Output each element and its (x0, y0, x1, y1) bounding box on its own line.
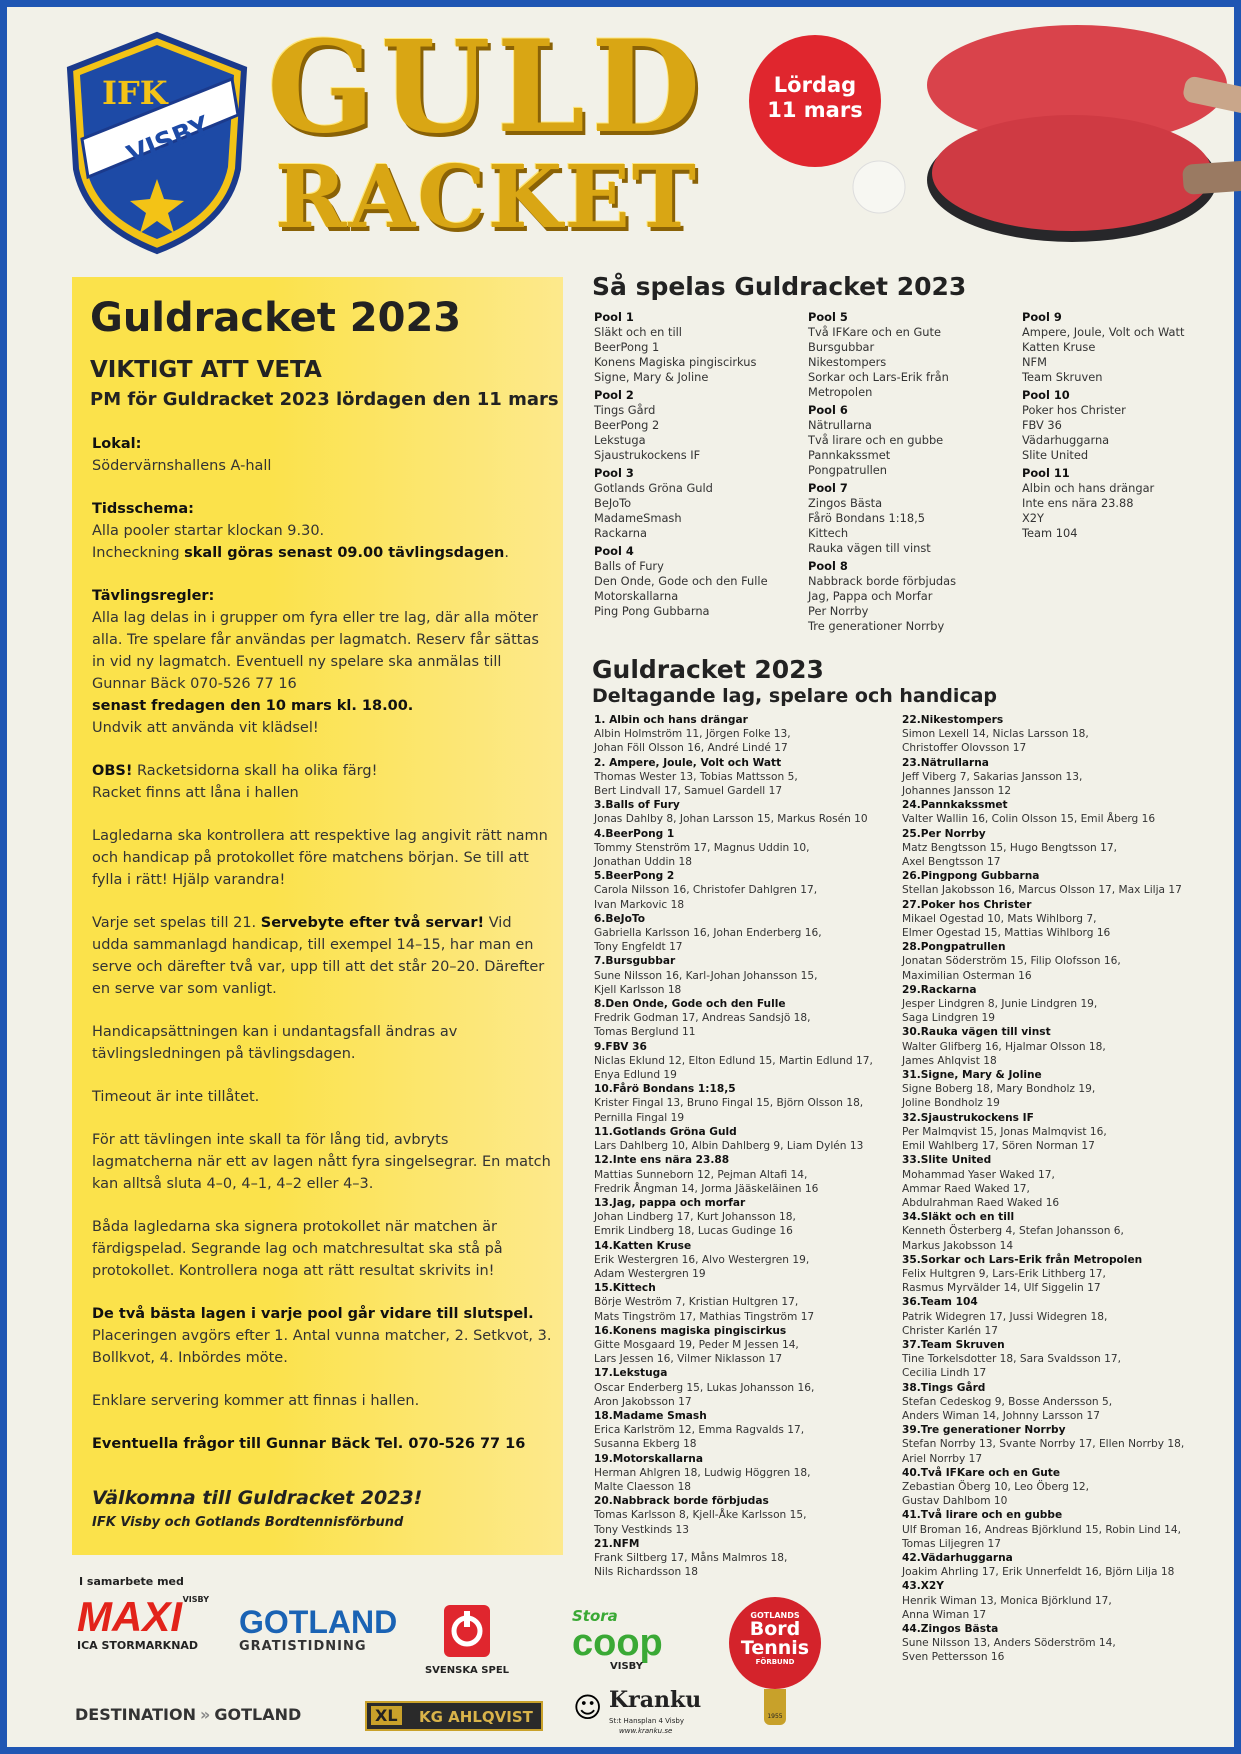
team-name: 29.Rackarna (902, 983, 977, 996)
pool-team: Tre generationer Norrby (808, 619, 945, 633)
team-name: 41.Två lirare och en gubbe (902, 1509, 1063, 1522)
pool-team: Nikestompers (808, 355, 887, 369)
team-players: Johan Föll Olsson 16, André Lindé 17 (594, 742, 788, 755)
team-name: 27.Poker hos Christer (902, 898, 1032, 911)
team-players: Tony Vestkinds 13 (594, 1523, 690, 1536)
pool-team: FBV 36 (1022, 418, 1062, 432)
p-set-a: Varje set spelas till 21. (92, 915, 261, 931)
tid-text2b: skall göras senast 09.00 tävlingsdagen (184, 545, 505, 561)
info-body: Lokal: Södervärnshallens A-hall Tidsschema: Alla pooler startar klockan 9.30. Incheckning skall göras senast 09.00 tävlingsdagen. Tävlingsregler: Alla lag delas in i grupper om fyra eller tre lag, där alla möter alla. Tre spelare får användas per lagmatch. Reserv får sättas in vid ny lagmatch. Eventuell ny spelare ska anmälas till Gunnar Bäck 070-526 77 16 senast fredagen den 10 mars kl. 18.00. Undvik att använda vit klädsel! OBS! Racketsidorna skall ha olika färg! Racket finns att låna i hallen Lagledarna ska kontrollera att respektive lag angivit rätt namn och handicap på protokollet före matchens början. Se till att fylla i rätt! Hjälp varandra! Varje set spelas till 21. Servebyte efter två servar! Vid udda sammanlagd handicap, till exempel 14–15, har man en serve och därefter två var, upp till att det står 20–20. Därefter en serve var som vanligt. Handicapsättningen kan i undantagsfall ändras av tävlingsledningen på tävlingsdagen. Timeout är inte tillåtet. För att tävlingen inte skall ta för lång tid, avbryts lagmatcherna när ett av lagen nått fyra singelsegrar. En match kan alltså sluta 4–0, 4–1, 4–2 eller 4–3. Båda lagledarna ska signera protokollet när matchen är färdigspelad. Segrande lag och matchresultat ska stå på protokollet. Kontrollera noga att rätt resultat skrivits in! De två bästa lagen i varje pool går vidare till slutspel. Placeringen avgörs efter 1. Antal vunna matcher, 2. Setkvot, 3. Bollkvot, 4. Inbördes möte. Enklare servering kommer att finnas i hallen. Eventuella frågor till Gunnar Bäck Tel. 070-526 77 16 (92, 436, 552, 1452)
date-badge (749, 35, 881, 167)
team-players: Jesper Lindgren 8, Junie Lindgren 19, (902, 998, 1098, 1011)
team-players: Saga Lindgren 19 (902, 1012, 996, 1025)
pool-name: Pool 9 (1022, 310, 1062, 324)
team-players: Tomas Karlsson 8, Kjell-Åke Karlsson 15, (594, 1509, 807, 1522)
pool-block (594, 466, 804, 541)
pool-name: Pool 6 (808, 403, 848, 417)
pool-team: NFM (1022, 355, 1047, 369)
team-name: 12.Inte ens nära 23.88 (594, 1154, 730, 1167)
team-name: 8.Den Onde, Gode och den Fulle (594, 998, 786, 1011)
team-players: Tommy Stenström 17, Magnus Uddin 10, (594, 841, 810, 854)
pool-team: Poker hos Christer (1022, 403, 1126, 417)
team-players: Krister Fingal 13, Bruno Fingal 15, Björn Olsson 18, (594, 1097, 864, 1110)
team-players: Stefan Norrby 13, Svante Norrby 17, Ellen Norrby 18, (902, 1438, 1185, 1451)
team-name: 17.Lekstuga (594, 1367, 668, 1380)
tid-text2a: Incheckning (92, 545, 185, 561)
pool-column (1022, 310, 1222, 544)
maxi-top: VISBY (182, 1595, 209, 1604)
p-servering: Enklare servering kommer att finnas i hallen. (92, 1393, 420, 1409)
p-basta-text: Placeringen avgörs efter 1. Antal vunna matcher, 2. Setkvot, 3. Bollkvot, 4. Inbördes möte. (92, 1328, 552, 1366)
team-players: Elmer Ogestad 15, Mattias Wihlborg 16 (902, 927, 1111, 940)
pool-team: X2Y (1022, 511, 1045, 525)
regler-text2: Undvik att använda vit klädsel! (92, 720, 319, 736)
team-players: Axel Bengtsson 17 (902, 856, 1001, 869)
pool-name: Pool 3 (594, 466, 634, 480)
regler-text: Alla lag delas in i grupper om fyra eller tre lag, där alla möter alla. Tre spelare får användas per lagmatch. Reserv får sättas in vid ny lagmatch. Eventuell ny spelare ska anmälas till Gunnar Bäck 070-526 77 16 (92, 610, 539, 692)
dest-text1: DESTINATION (75, 1705, 196, 1724)
pool-team: Zingos Bästa (808, 496, 883, 510)
p-basta-bold: De två bästa lagen i varje pool går vidare till slutspel. (92, 1306, 534, 1322)
p-tid: För att tävlingen inte skall ta för lång tid, avbryts lagmatcherna när ett av lagen nått fyra singelsegrar. En match kan alltså sluta 4–0, 4–1, 4–2 eller 4–3. (92, 1132, 551, 1192)
title-racket: RACKET (275, 147, 698, 248)
pool-team: Inte ens nära 23.88 (1022, 496, 1134, 510)
pool-team: Två lirare och en gubbe (808, 433, 944, 447)
pool-team: Sorkar och Lars-Erik från (808, 370, 949, 384)
pool-team: Team Skruven (1022, 370, 1103, 384)
svenska-spel-logo (417, 1605, 517, 1683)
sponsor-label: I samarbete med (79, 1575, 184, 1588)
team-players: Enya Edlund 19 (594, 1069, 677, 1082)
team-players: Abdulrahman Raed Waked 16 (902, 1196, 1060, 1209)
team-players: Mikael Ogestad 10, Mats Wihlborg 7, (902, 912, 1097, 925)
p-timeout: Timeout är inte tillåtet. (92, 1089, 260, 1105)
team-name: 16.Konens magiska pingiscirkus (594, 1324, 787, 1337)
team-players: Christer Karlén 17 (902, 1324, 998, 1337)
pool-team: Fårö Bondans 1:18,5 (808, 511, 925, 525)
coop-text: coop (572, 1622, 663, 1664)
pool-team: Metropolen (808, 385, 873, 399)
team-name: 13.Jag, pappa och morfar (594, 1196, 746, 1209)
team-name: 5.BeerPong 2 (594, 870, 675, 883)
pool-block (1022, 466, 1222, 541)
p-fragor: Eventuella frågor till Gunnar Bäck Tel. 070-526 77 16 (92, 1436, 526, 1452)
info-pm: PM för Guldracket 2023 lördagen den 11 mars (90, 389, 559, 410)
dest-text2: GOTLAND (214, 1705, 302, 1724)
team-players: Aron Jakobsson 17 (594, 1395, 692, 1408)
tid-text1: Alla pooler startar klockan 9.30. (92, 523, 325, 539)
team-players: Gitte Mosgaard 19, Peder M Jessen 14, (594, 1338, 799, 1351)
kranku-logo (573, 1687, 733, 1747)
pool-name: Pool 1 (594, 310, 634, 324)
obs-text2: Racket finns att låna i hallen (92, 785, 299, 801)
gotland-tidning-logo (239, 1605, 399, 1665)
team-name: 30.Rauka vägen till vinst (902, 1026, 1051, 1039)
pool-name: Pool 4 (594, 544, 634, 558)
lokal-text: Södervärnshallens A-hall (92, 458, 272, 474)
pool-team: Balls of Fury (594, 559, 664, 573)
p-set-c: Vid udda sammanlagd handicap, till exempel 14–15, har man en serve och därefter två var, upp till att det står 20–20. Därefter en serve var som vanligt. (92, 915, 545, 997)
pool-team: Släkt och en till (594, 325, 682, 339)
pool-block (594, 310, 804, 385)
pool-block (808, 481, 1018, 556)
info-box (72, 277, 563, 1555)
team-players: Simon Lexell 14, Niclas Larsson 18, (902, 728, 1089, 741)
team-players: Sune Nilsson 13, Anders Söderström 14, (902, 1637, 1116, 1650)
team-players: Per Malmqvist 15, Jonas Malmqvist 16, (902, 1125, 1107, 1138)
team-players: Anders Wiman 14, Johnny Larsson 17 (902, 1409, 1100, 1422)
pool-team: Gotlands Gröna Guld (594, 481, 713, 495)
pool-team: Katten Kruse (1022, 340, 1096, 354)
team-players: Sven Pettersson 16 (902, 1651, 1005, 1664)
team-players: Cecilia Lindh 17 (902, 1367, 987, 1380)
teams-subtitle: Deltagande lag, spelare och handicap (592, 685, 998, 707)
obs-text: Racketsidorna skall ha olika färg! (132, 763, 378, 779)
regler-bold: senast fredagen den 10 mars kl. 18.00. (92, 698, 414, 714)
p-protokoll: Båda lagledarna ska signera protokollet när matchen är färdigspelad. Segrande lag och matchresultat ska stå på protokollet. Kontrollera noga att rätt resultat skrivits in! (92, 1219, 503, 1279)
team-players: Anna Wiman 17 (902, 1608, 987, 1621)
team-name: 2. Ampere, Joule, Volt och Watt (594, 756, 782, 769)
pool-column (594, 310, 804, 622)
pool-team: Motorskallarna (594, 589, 679, 603)
team-players: Patrik Widegren 17, Jussi Widegren 18, (902, 1310, 1108, 1323)
team-players: Sune Nilsson 16, Karl-Johan Johansson 15, (594, 969, 818, 982)
date-date: 11 mars (767, 98, 863, 122)
schedule-title: Så spelas Guldracket 2023 (592, 272, 967, 301)
team-players: Lars Jessen 16, Vilmer Niklasson 17 (594, 1353, 783, 1366)
team-players: Fredrik Ångman 14, Jorma Jääskeläinen 16 (594, 1182, 819, 1195)
welcome: Välkomna till Guldracket 2023! (92, 1487, 423, 1509)
pool-team: Ampere, Joule, Volt och Watt (1022, 325, 1185, 339)
pool-team: Två IFKare och en Gute (808, 325, 941, 339)
pool-team: BeerPong 1 (594, 340, 660, 354)
team-column (594, 713, 899, 1579)
team-players: Jeff Viberg 7, Sakarias Jansson 13, (902, 770, 1083, 783)
team-name: 28.Pongpatrullen (902, 941, 1006, 954)
team-players: Stellan Jakobsson 16, Marcus Olsson 17, Max Lilja 17 (902, 884, 1182, 897)
pool-team: BeJoTo (594, 496, 632, 510)
team-players: Nils Richardsson 18 (594, 1566, 699, 1579)
pool-block (594, 544, 804, 619)
team-name: 15.Kittech (594, 1282, 656, 1295)
chevron-icon: » (200, 1705, 211, 1724)
team-players: Johannes Jansson 12 (902, 785, 1012, 798)
pool-block (1022, 310, 1222, 385)
pool-team: Bursgubbar (808, 340, 875, 354)
team-name: 4.BeerPong 1 (594, 827, 675, 840)
pool-name: Pool 7 (808, 481, 848, 495)
pool-team: Pannkakssmet (808, 448, 891, 462)
team-players: Kenneth Österberg 4, Stefan Johansson 6, (902, 1225, 1124, 1238)
team-players: Malte Claesson 18 (594, 1480, 692, 1493)
team-players: Börje Weström 7, Kristian Hultgren 17, (594, 1296, 799, 1309)
team-players: Oscar Enderberg 15, Lukas Johansson 16, (594, 1381, 815, 1394)
team-players: Markus Jakobsson 14 (902, 1239, 1014, 1252)
mascot-icon: ☺ (573, 1691, 603, 1724)
team-players: Joline Bondholz 19 (902, 1097, 1000, 1110)
ping-pong-paddles-image (827, 15, 1241, 255)
maxi-text: MAXI (77, 1593, 182, 1640)
pool-team: Den Onde, Gode och den Fulle (594, 574, 768, 588)
team-name: 44.Zingos Bästa (902, 1623, 999, 1635)
team-players: Gabriella Karlsson 16, Johan Enderberg 16, (594, 927, 822, 940)
pool-team: Konens Magiska pingiscirkus (594, 355, 757, 369)
coop-logo (572, 1607, 697, 1679)
pool-team: Signe, Mary & Joline (594, 370, 709, 384)
team-players: Ivan Markovic 18 (594, 898, 685, 911)
team-players: Mohammad Yaser Waked 17, (902, 1168, 1055, 1181)
gotland-sub: GRATISTIDNING (239, 1639, 367, 1654)
team-name: 7.Bursgubbar (594, 955, 676, 968)
coop-sub: VISBY (610, 1661, 643, 1672)
team-players: Johan Lindberg 17, Kurt Johansson 18, (594, 1211, 796, 1224)
team-players: Ariel Norrby 17 (902, 1452, 983, 1465)
team-players: Zebastian Öberg 10, Leo Öberg 12, (902, 1480, 1090, 1493)
pool-team: Slite United (1022, 448, 1089, 462)
team-name: 6.BeJoTo (594, 912, 645, 925)
obs-bold: OBS! (92, 763, 133, 779)
teams-title: Guldracket 2023 (592, 655, 824, 684)
team-players: Bert Lindvall 17, Samuel Gardell 17 (594, 785, 783, 798)
svenska-spel-icon (444, 1605, 490, 1657)
pool-team: Rauka vägen till vinst (808, 541, 931, 555)
team-players: Tine Torkelsdotter 18, Sara Svaldsson 17, (902, 1353, 1121, 1366)
team-name: 22.Nikestompers (902, 714, 1004, 726)
coop-stora: Stora (572, 1607, 618, 1625)
pool-team: Per Norrby (808, 604, 869, 618)
team-players: Mats Tingström 17, Mathias Tingström 17 (594, 1310, 815, 1323)
team-players: Erica Karlström 12, Emma Ragvalds 17, (594, 1424, 805, 1437)
team-players: Adam Westergren 19 (594, 1267, 706, 1280)
team-players: Pernilla Fingal 19 (594, 1111, 685, 1124)
team-players: Christoffer Olovsson 17 (902, 742, 1027, 755)
team-players: Joakim Ahrling 17, Erik Unnerfeldt 16, Björn Lilja 18 (902, 1566, 1175, 1579)
team-players: Tomas Berglund 11 (594, 1026, 696, 1039)
team-players: Carola Nilsson 16, Christofer Dahlgren 17, (594, 884, 818, 897)
maxi-sub: ICA STORMARKNAD (77, 1639, 199, 1652)
ball-icon (853, 161, 905, 213)
pool-team: Nätrullarna (808, 418, 872, 432)
pool-name: Pool 5 (808, 310, 848, 324)
gotland-text: GOTLAND (239, 1604, 398, 1640)
team-name: 24.Pannkakssmet (902, 799, 1008, 812)
pool-team: MadameSmash (594, 511, 682, 525)
team-players: Maximilian Osterman 16 (902, 969, 1032, 982)
team-name: 11.Gotlands Gröna Guld (594, 1125, 737, 1138)
team-players: Valter Wallin 16, Colin Olsson 15, Emil Åberg 16 (902, 813, 1156, 826)
team-players: Kjell Karlsson 18 (594, 983, 682, 996)
title-guld: GULD (267, 13, 707, 161)
team-column (902, 713, 1217, 1665)
team-players: Albin Holmström 11, Jörgen Folke 13, (594, 728, 791, 741)
team-players: Stefan Cedeskog 9, Bosse Andersson 5, (902, 1395, 1113, 1408)
team-players: Signe Boberg 18, Mary Bondholz 19, (902, 1083, 1096, 1096)
team-players: James Ahlqvist 18 (902, 1054, 997, 1067)
welcome-sub: IFK Visby och Gotlands Bordtennisförbund (92, 1515, 404, 1530)
pool-block (594, 388, 804, 463)
pool-team: Vädarhuggarna (1022, 433, 1110, 447)
info-title: Guldracket 2023 (90, 295, 462, 341)
team-players: Matz Bengtsson 15, Hugo Bengtsson 17, (902, 841, 1117, 854)
ifk-visby-logo (62, 29, 252, 257)
team-name: 31.Signe, Mary & Joline (902, 1069, 1042, 1082)
team-players: Walter Glifberg 16, Hjalmar Olsson 18, (902, 1040, 1106, 1053)
team-players: Lars Dahlberg 10, Albin Dahlberg 9, Liam Dylén 13 (594, 1140, 864, 1153)
team-players: Emrik Lindberg 18, Lucas Gudinge 16 (594, 1225, 793, 1238)
pool-team: Lekstuga (594, 433, 646, 447)
team-name: 34.Släkt och en till (902, 1211, 1015, 1224)
xl-text: XL (371, 1706, 402, 1725)
team-name: 1. Albin och hans drängar (594, 714, 748, 726)
team-players: Jonas Dahlby 8, Johan Larsson 15, Markus Rosén 10 (594, 813, 868, 826)
team-players: Niclas Eklund 12, Elton Edlund 15, Martin Edlund 17, (594, 1054, 873, 1067)
destination-gotland-logo (75, 1705, 325, 1729)
team-players: Jonathan Uddin 18 (594, 856, 692, 869)
pool-block (808, 403, 1018, 478)
team-name: 10.Fårö Bondans 1:18,5 (594, 1083, 736, 1096)
pool-team: Sjaustrukockens IF (594, 448, 701, 462)
btf-line4: FÖRBUND (755, 1658, 795, 1666)
team-name: 14.Katten Kruse (594, 1239, 692, 1252)
pool-team: Ping Pong Gubbarna (594, 604, 710, 618)
team-name: 9.FBV 36 (594, 1040, 647, 1053)
team-players: Tomas Liljegren 17 (902, 1537, 1002, 1550)
pool-team: Pongpatrullen (808, 463, 888, 477)
team-players: Fredrik Godman 17, Andreas Sandsjö 18, (594, 1012, 811, 1025)
team-players: Erik Westergren 16, Alvo Westergren 19, (594, 1253, 810, 1266)
team-name: 32.Sjaustrukockens IF (902, 1111, 1034, 1124)
kg-text: KG AHLQVIST (419, 1708, 533, 1726)
team-name: 37.Team Skruven (902, 1338, 1005, 1351)
team-players: Mattias Sunneborn 12, Pejman Altafi 14, (594, 1168, 808, 1181)
team-name: 36.Team 104 (902, 1296, 978, 1309)
team-players: Gustav Dahlbom 10 (902, 1495, 1008, 1508)
team-players: Felix Hultgren 9, Lars-Erik Lithberg 17, (902, 1267, 1106, 1280)
pool-team: Rackarna (594, 526, 647, 540)
team-name: 35.Sorkar och Lars-Erik från Metropolen (902, 1253, 1143, 1266)
pool-team: Nabbrack borde förbjudas (808, 574, 957, 588)
pool-column (808, 310, 1018, 637)
team-name: 43.X2Y (902, 1580, 944, 1593)
svenska-text: SVENSKA SPEL (424, 1665, 510, 1676)
team-players: Rasmus Myrvälder 14, Ulf Siggelin 17 (902, 1282, 1101, 1295)
pool-name: Pool 10 (1022, 388, 1070, 402)
team-name: 26.Pingpong Gubbarna (902, 870, 1040, 883)
info-subtitle: VIKTIGT ATT VETA (90, 357, 322, 383)
team-players: Tony Engfeldt 17 (594, 941, 683, 954)
pool-team: Tings Gård (594, 403, 656, 417)
btf-year: 1955 (764, 1689, 786, 1725)
bordtennis-logo (729, 1597, 821, 1731)
btf-line3: Tennis (740, 1637, 810, 1659)
lokal-label: Lokal: (92, 436, 142, 452)
team-players: Susanna Ekberg 18 (594, 1438, 697, 1451)
team-name: 19.Motorskallarna (594, 1452, 703, 1465)
logo-city: VISBY (123, 110, 214, 171)
team-name: 38.Tings Gård (902, 1381, 986, 1394)
pool-name: Pool 11 (1022, 466, 1070, 480)
team-name: 25.Per Norrby (902, 827, 986, 840)
team-players: Frank Siltberg 17, Måns Malmros 18, (594, 1551, 788, 1564)
btf-line2: Bord (749, 1618, 801, 1640)
kranku-sub: St:t Hansplan 4 Visby (609, 1717, 684, 1725)
team-name: 3.Balls of Fury (594, 799, 680, 812)
team-players: Ammar Raed Waked 17, (902, 1182, 1030, 1195)
team-players: Ulf Broman 16, Andreas Björklund 15, Robin Lind 14, (902, 1523, 1181, 1536)
team-name: 18.Madame Smash (594, 1409, 707, 1422)
team-players: Herman Ahlgren 18, Ludwig Höggren 18, (594, 1466, 811, 1479)
team-players: Thomas Wester 13, Tobias Mattsson 5, (594, 770, 798, 783)
btf-line1: GOTLANDS (750, 1611, 800, 1620)
p-lagledare: Lagledarna ska kontrollera att respektive lag angivit rätt namn och handicap på protokollet före matchens början. Se till att fylla i rätt! Hjälp varandra! (92, 828, 548, 888)
pool-team: Team 104 (1022, 526, 1078, 540)
date-day: Lördag (773, 73, 857, 97)
pool-block (808, 559, 1018, 634)
pool-name: Pool 2 (594, 388, 634, 402)
team-name: 33.Slite United (902, 1154, 992, 1167)
team-name: 21.NFM (594, 1537, 640, 1550)
kranku-text: Kranku (609, 1687, 702, 1713)
pool-team: Jag, Pappa och Morfar (808, 589, 933, 603)
team-name: 40.Två IFKare och en Gute (902, 1466, 1061, 1479)
team-name: 39.Tre generationer Norrby (902, 1424, 1066, 1437)
team-name: 23.Nätrullarna (902, 756, 989, 769)
pool-block (808, 310, 1018, 400)
pool-block (1022, 388, 1222, 463)
team-players: Jonatan Söderström 15, Filip Olofsson 16, (902, 955, 1121, 968)
regler-label: Tävlingsregler: (92, 588, 215, 604)
logo-club: IFK (102, 74, 168, 112)
team-players: Henrik Wiman 13, Monica Björklund 17, (902, 1594, 1112, 1607)
tid-label: Tidsschema: (92, 501, 194, 517)
team-name: 42.Vädarhuggarna (902, 1551, 1013, 1564)
pool-name: Pool 8 (808, 559, 848, 573)
pool-team: Albin och hans drängar (1022, 481, 1155, 495)
team-players: Emil Wahlberg 17, Sören Norman 17 (902, 1140, 1095, 1153)
kranku-url: www.kranku.se (619, 1727, 673, 1735)
kg-ahlqvist-logo (365, 1701, 543, 1731)
pool-team: Kittech (808, 526, 849, 540)
p-handicap: Handicapsättningen kan i undantagsfall ändras av tävlingsledningen på tävlingsdagen. (92, 1024, 458, 1062)
team-name: 20.Nabbrack borde förbjudas (594, 1495, 769, 1508)
p-set-b: Servebyte efter två servar! (260, 915, 485, 931)
maxi-logo (77, 1595, 217, 1665)
pool-team: BeerPong 2 (594, 418, 660, 432)
